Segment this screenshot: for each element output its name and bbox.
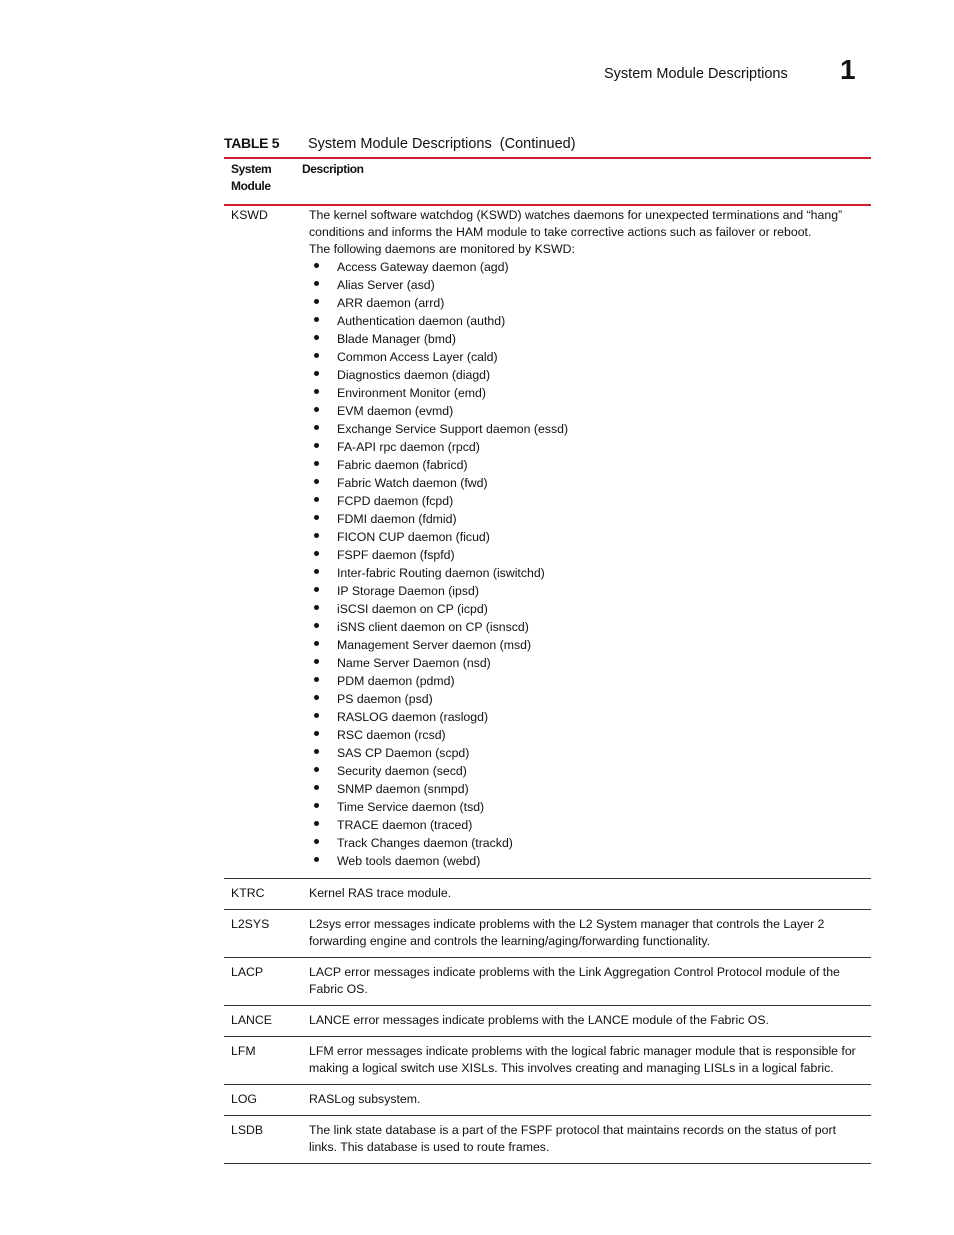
list-item: Diagnostics daemon (diagd) [309,366,865,384]
module-description [309,1085,871,1116]
module-table [224,205,871,1164]
table-row [224,1006,871,1037]
module-description [309,1006,871,1037]
list-item: Exchange Service Support daemon (essd) [309,420,865,438]
list-item: TRACE daemon (traced) [309,816,865,834]
list-item: FDMI daemon (fdmid) [309,510,865,528]
module-name: KSWD [224,205,309,879]
description-text: The kernel software watchdog (KSWD) watches daemons for unexpected terminations and “hang” conditions and informs the HAM module to take corrective actions such as failover or reboot. [309,208,843,239]
list-item: RASLOG daemon (raslogd) [309,708,865,726]
list-item: Security daemon (secd) [309,762,865,780]
module-name: LOG [224,1085,309,1116]
list-item: FICON CUP daemon (ficud) [309,528,865,546]
table-row [224,1085,871,1116]
list-item: FA-API rpc daemon (rpcd) [309,438,865,456]
description-text: The link state database is a part of the FSPF protocol that maintains records on the status of port links. This database is used to route frames. [309,1123,836,1154]
list-item: Authentication daemon (authd) [309,312,865,330]
list-item: PS daemon (psd) [309,690,865,708]
list-item: Name Server Daemon (nsd) [309,654,865,672]
table-row [224,1037,871,1085]
list-item: Blade Manager (bmd) [309,330,865,348]
list-item: Common Access Layer (cald) [309,348,865,366]
list-item: IP Storage Daemon (ipsd) [309,582,865,600]
list-item: SNMP daemon (snmpd) [309,780,865,798]
daemon-list [309,258,865,870]
column-header-description: Description [302,162,364,176]
module-name: KTRC [224,879,309,910]
table-caption [224,135,871,152]
module-name: LANCE [224,1006,309,1037]
module-description [309,1116,871,1164]
list-item: Management Server daemon (msd) [309,636,865,654]
module-description [309,1037,871,1085]
module-description [309,879,871,910]
description-text: RASLog subsystem. [309,1092,421,1106]
description-text: LACP error messages indicate problems with the Link Aggregation Control Protocol module of the Fabric OS. [309,965,840,996]
module-name: L2SYS [224,910,309,958]
list-item: Track Changes daemon (trackd) [309,834,865,852]
list-item: ARR daemon (arrd) [309,294,865,312]
description-text: LFM error messages indicate problems with the logical fabric manager module that is responsible for making a logical switch use XISLs. This involves creating and managing LISLs in a logical fabric. [309,1044,856,1075]
description-text: LANCE error messages indicate problems with the LANCE module of the Fabric OS. [309,1013,769,1027]
table-row [224,1116,871,1164]
list-item: EVM daemon (evmd) [309,402,865,420]
table-row [224,205,871,879]
table-top-rule [224,157,871,159]
description-text: Kernel RAS trace module. [309,886,452,900]
list-item: Fabric Watch daemon (fwd) [309,474,865,492]
description-text: L2sys error messages indicate problems with the L2 System manager that controls the Layer 2 forwarding engine and controls the learning/aging/forwarding functionality. [309,917,825,948]
table-row [224,879,871,910]
table-title: System Module Descriptions (Continued) [308,136,576,152]
running-header-title: System Module Descriptions [604,66,788,82]
module-description [309,910,871,958]
column-header-module: System Module [231,162,272,193]
chapter-number: 1 [840,54,856,85]
list-item: Time Service daemon (tsd) [309,798,865,816]
module-description [309,205,871,879]
module-name: LACP [224,958,309,1006]
list-item: Fabric daemon (fabricd) [309,456,865,474]
module-description [309,958,871,1006]
list-item: iSCSI daemon on CP (icpd) [309,600,865,618]
module-name: LFM [224,1037,309,1085]
list-item: FCPD daemon (fcpd) [309,492,865,510]
list-item: Access Gateway daemon (agd) [309,258,865,276]
list-item: FSPF daemon (fspfd) [309,546,865,564]
table-row [224,958,871,1006]
list-item: Web tools daemon (webd) [309,852,865,870]
list-item: SAS CP Daemon (scpd) [309,744,865,762]
table-label: TABLE 5 [224,135,280,151]
list-item: PDM daemon (pdmd) [309,672,865,690]
table-row [224,910,871,958]
module-name: LSDB [224,1116,309,1164]
description-text: The following daemons are monitored by KSWD: [309,242,575,256]
list-item: RSC daemon (rcsd) [309,726,865,744]
list-item: Environment Monitor (emd) [309,384,865,402]
list-item: Inter-fabric Routing daemon (iswitchd) [309,564,865,582]
list-item: Alias Server (asd) [309,276,865,294]
list-item: iSNS client daemon on CP (isnscd) [309,618,865,636]
